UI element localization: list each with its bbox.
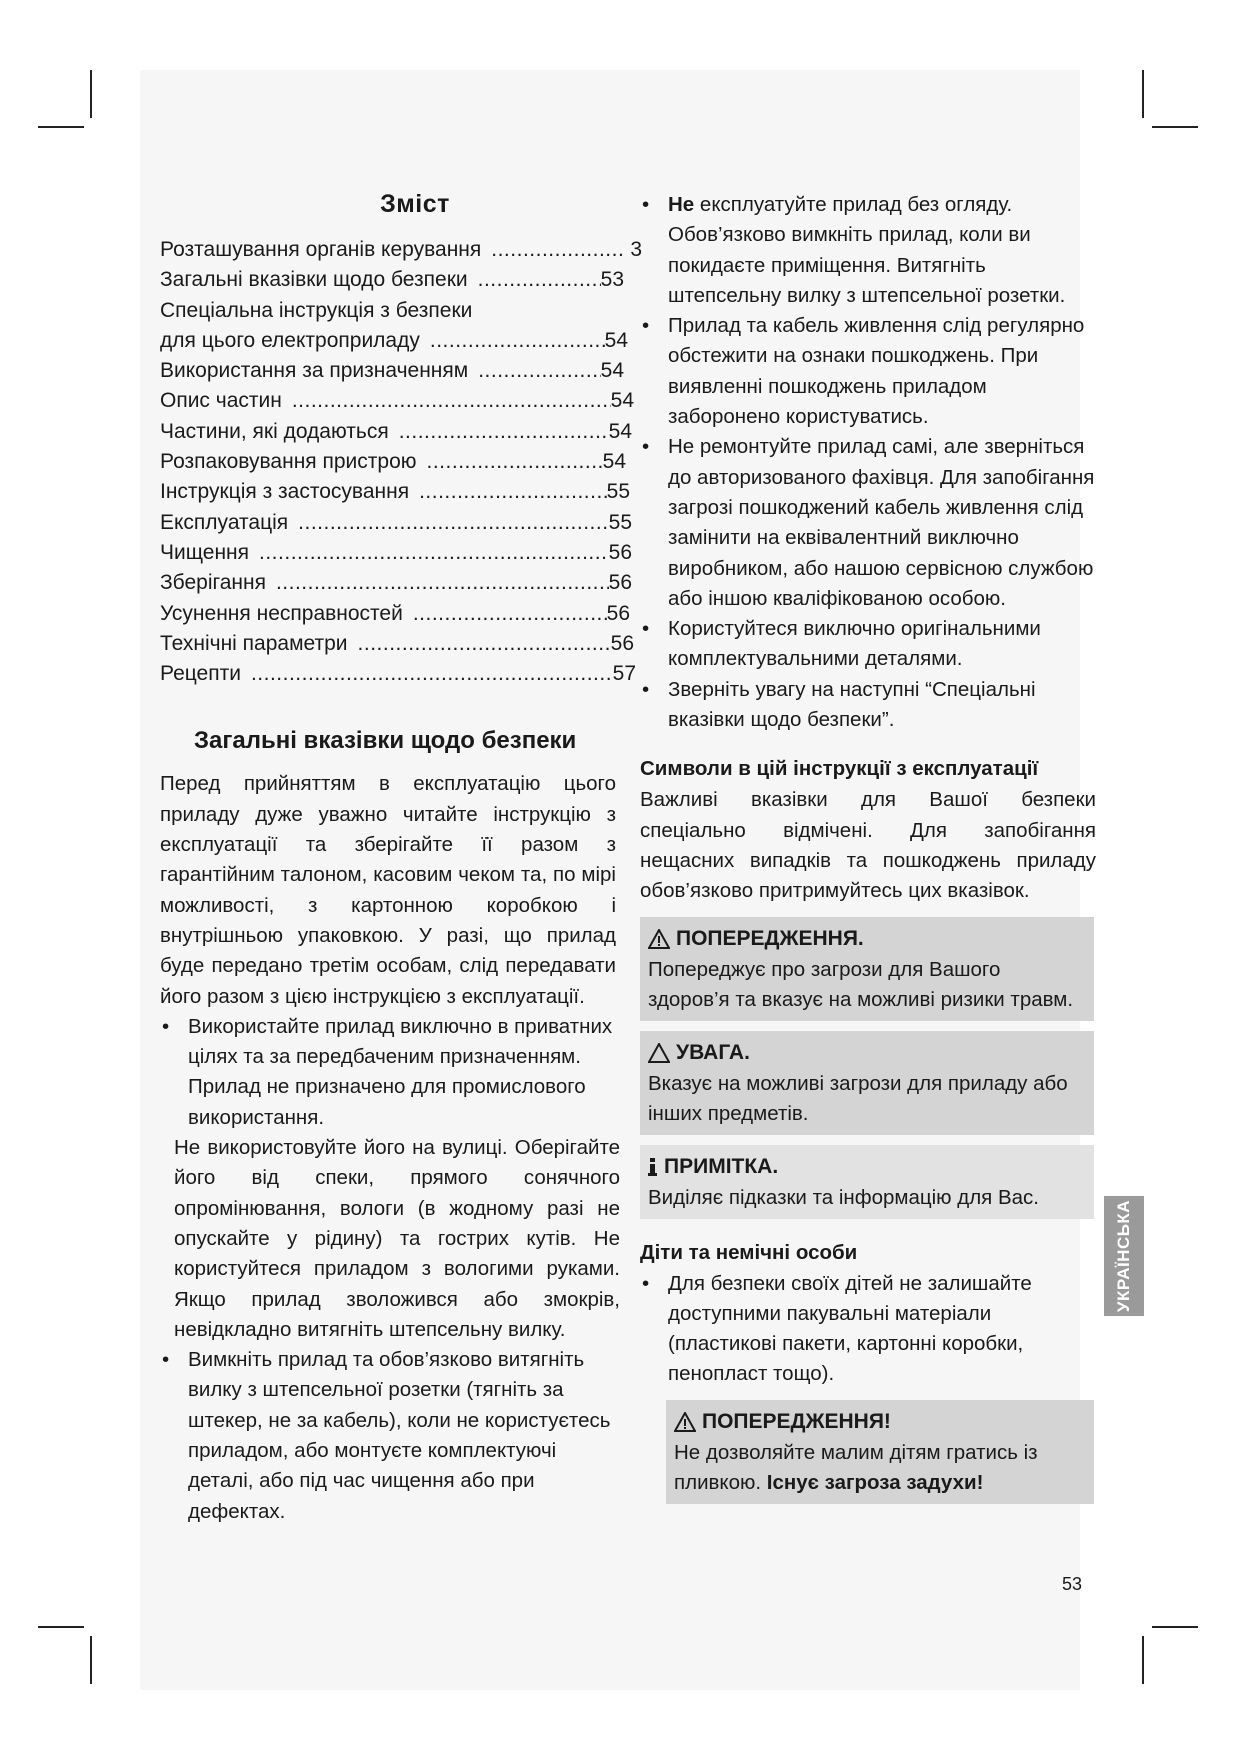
caution-box (640, 1031, 1094, 1135)
page-number: 53 (1062, 1574, 1083, 1594)
toc-leader (430, 326, 605, 356)
crop-mark (1152, 1626, 1198, 1628)
list-item: • Використайте прилад виключно в приватних цілях та за передбаченим призначенням. Прилад не призначено для промислового використання. (160, 1012, 620, 1133)
symbols-heading: Символи в цій інструкції з експлуатації (640, 757, 1039, 781)
toc-leader (298, 508, 608, 538)
list-item: • Не ремонтуйте прилад самі, але зверніться до авторизованого фахівця. Для запобігання загрозі пошкоджений кабель живлення слід замінити на еквівалентний виключно виробником, або нашою сервісною службою або іншою кваліфікованою особою. (640, 432, 1100, 614)
toc-leader (276, 568, 609, 598)
list-item: • Прилад та кабель живлення слід регулярно обстежити на ознаки пошкоджень. При виявленні пошкоджень приладом заборонено користуватись. (640, 311, 1100, 432)
toc-leader (478, 356, 600, 386)
toc-title: Зміст (380, 190, 450, 218)
left-column (160, 190, 640, 1527)
toc-row[interactable]: Розташування органів керування ..... 3 (160, 235, 642, 265)
toc-leader (419, 477, 607, 507)
warning-triangle-icon (648, 929, 670, 949)
section-title-safety: Загальні вказівки щодо безпеки (194, 727, 577, 755)
list-item: • Не експлуатуйте прилад без огляду. Обов’язково вимкніть прилад, коли ви покидаєте приміщення. Витягніть штепсельну вилку з штепсельної розетки. (640, 190, 1100, 311)
toc-leader (259, 538, 609, 568)
toc-leader (251, 659, 613, 689)
toc-leader (292, 386, 611, 416)
toc-row[interactable]: Розпаковування пристрою ..... 54 (160, 447, 626, 477)
info-icon (648, 1157, 658, 1177)
toc-row[interactable]: Загальні вказівки щодо безпеки ..... 53 (160, 265, 624, 295)
toc-row[interactable]: для цього електроприладу ..... 54 (160, 326, 628, 356)
crop-mark (90, 70, 92, 118)
crop-mark (1142, 70, 1144, 118)
right-column (640, 190, 1100, 1512)
note-heading: ПРИМІТКА. (664, 1154, 779, 1178)
children-heading: Діти та немічні особи (640, 1240, 858, 1264)
list-item: • Зверніть увагу на наступні “Спеціальні вказівки щодо безпеки”. (640, 675, 1100, 736)
toc-leader (427, 447, 603, 477)
crop-mark (1152, 126, 1198, 128)
toc-row[interactable]: Усунення несправностей ..... 56 (160, 599, 630, 629)
toc-leader (399, 417, 609, 447)
toc-row[interactable]: Зберігання ..... 56 (160, 568, 632, 598)
toc-row[interactable]: Спеціальна інструкція з безпеки (160, 298, 473, 322)
crop-mark (38, 1626, 84, 1628)
toc-row[interactable]: Інструкція з застосування ..... 55 (160, 477, 630, 507)
toc-row[interactable]: Частини, які додаються ..... 54 (160, 417, 632, 447)
toc-row[interactable]: Технічні параметри ..... 56 (160, 629, 634, 659)
list-item: • Вимкніть прилад та обов’язково витягніть вилку з штепсельної розетки (тягніть за штекер, не за кабель), коли не користуєтесь приладом, або монтуєте комплектуючі деталі, або під час чищення або при дефектах. (160, 1345, 620, 1527)
toc-row[interactable]: Рецепти ..... 57 (160, 659, 636, 689)
kid-warning-heading: ПОПЕРЕДЖЕННЯ! (702, 1409, 891, 1433)
toc-row[interactable]: Опис частин ..... 54 (160, 386, 634, 416)
warning-box (640, 917, 1094, 1021)
warning-text: Попереджує про загрози для Вашого здоров’я та вказує на можливі ризики травм. (648, 957, 1074, 1011)
note-box (640, 1145, 1094, 1219)
safety-continuation: Не використовуйте його на вулиці. Оберігайте його від спеки, прямого сонячного опромінювання, вологи (в жодному разі не опускайте у рідину) та гострих кутів. Не користуйтеся приладом з вологими руками. Якщо прилад зволожився або змокрів, невідкладно витягніть штепсельну вилку. (174, 1136, 620, 1341)
crop-mark (38, 126, 84, 128)
toc-leader (491, 235, 622, 265)
caution-triangle-icon (648, 1043, 670, 1063)
toc-leader (358, 629, 611, 659)
toc-row[interactable]: Експлуатація ..... 55 (160, 508, 632, 538)
toc-leader (413, 599, 607, 629)
caution-heading: УВАГА. (676, 1040, 750, 1064)
safety-intro: Перед прийняттям в експлуатацію цього приладу дуже уважно читайте інструкцію з експлуатації та зберігайте її разом з гарантійним талоном, касовим чеком та, по мірі можливості, з картонною коробкою і внутрішньою упаковкою. У разі, що прилад буде передано третім особам, слід передавати його разом з цією інструкцією з експлуатації. (160, 772, 616, 1008)
crop-mark (90, 1636, 92, 1684)
toc-row[interactable]: Чищення ..... 56 (160, 538, 632, 568)
safety-bullets-right (640, 190, 1100, 735)
caution-text: Вказує на можливі загрози для приладу або інших предметів. (648, 1071, 1068, 1125)
note-text: Виділяє підказки та інформацію для Вас. (648, 1185, 1039, 1209)
warning-heading: ПОПЕРЕДЖЕННЯ. (676, 926, 864, 950)
children-bullets (640, 1269, 1100, 1390)
safety-bullets (160, 1012, 620, 1133)
toc-leader (478, 265, 601, 295)
kid-warning-text: Не дозволяйте малим дітям гратись із пливкою. (674, 1440, 1038, 1494)
warning-triangle-icon (674, 1412, 696, 1432)
list-item: • Користуйтеся виключно оригінальними комплектувальними деталями. (640, 614, 1100, 675)
safety-bullets-2 (160, 1345, 620, 1527)
list-item: • Для безпеки своїх дітей не залишайте доступними пакувальні матеріали (пластикові пакети, картонні коробки, пенопласт тощо). (640, 1269, 1100, 1390)
language-tab: УКРАЇНСЬКА (1104, 1196, 1144, 1316)
toc-row[interactable]: Використання за призначенням ..... 54 (160, 356, 624, 386)
symbols-text: Важливі вказівки для Вашої безпеки спеціально відмічені. Для запобігання нещасних випадків та пошкоджень приладу обов’язково притримуйтесь цих вказівок. (640, 788, 1096, 903)
kid-warning-emphasis: Існує загроза задухи! (766, 1470, 984, 1494)
crop-mark (1142, 1636, 1144, 1684)
kid-warning-box (666, 1400, 1094, 1504)
